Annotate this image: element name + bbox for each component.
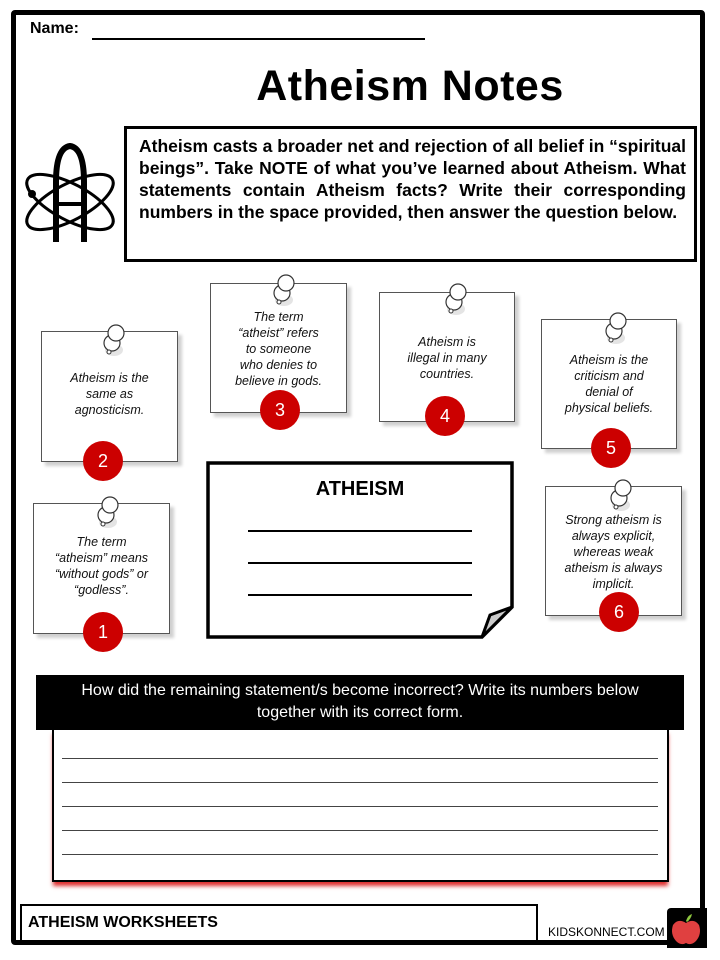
note-number-badge-6: 6 — [599, 592, 639, 632]
pushpin-icon — [268, 272, 298, 308]
footer-site: KIDSKONNECT.COM — [548, 925, 665, 939]
note-text-line: always explicit, — [571, 529, 656, 543]
pushpin-icon — [92, 494, 122, 530]
note-text-line: illegal in many — [407, 351, 487, 365]
note-text-line: “without gods” or — [54, 567, 149, 581]
question-line-2: together with its correct form. — [256, 704, 464, 721]
note-text-line: whereas weak — [573, 545, 654, 559]
note-number-badge-4: 4 — [425, 396, 465, 436]
pushpin-icon — [98, 322, 128, 358]
answer-line[interactable] — [248, 562, 472, 564]
question-banner — [36, 675, 684, 730]
question-line-1: How did the remaining statement/s become incorrect? Write its numbers below — [81, 682, 639, 699]
answer-card-title: ATHEISM — [315, 478, 405, 500]
answer-line[interactable] — [248, 594, 472, 596]
note-text-line: Atheism is the — [569, 353, 649, 367]
note-text-line: denial of — [585, 385, 633, 399]
pushpin-icon — [600, 310, 630, 346]
note-text-line: atheism is always — [564, 561, 663, 575]
note-text-line: criticism and — [574, 369, 644, 383]
answer-line[interactable] — [248, 530, 472, 532]
note-text-line: to someone — [245, 342, 312, 356]
pushpin-icon — [440, 281, 470, 317]
page-title: Atheism Notes — [256, 62, 564, 110]
note-number-badge-3: 3 — [260, 390, 300, 430]
atheism-atom-symbol-icon — [18, 142, 122, 246]
name-label: Name: — [30, 20, 79, 37]
footer-title: ATHEISM WORKSHEETS — [28, 914, 218, 931]
note-text-line: who denies to — [239, 358, 318, 372]
writing-line[interactable] — [62, 782, 658, 783]
writing-line[interactable] — [62, 830, 658, 831]
intro-instructions: Atheism casts a broader net and rejection of all belief in “spiritual beings”. Take NOTE of what you’ve learned about Atheism. What statements contain Atheism facts? Write their corresponding numbers in the space provided, then answer the question below. — [124, 126, 697, 262]
writing-line[interactable] — [62, 758, 658, 759]
note-text-line: Strong atheism is — [565, 513, 662, 527]
note-number-badge-5: 5 — [591, 428, 631, 468]
note-text-line: Atheism is the — [70, 371, 149, 385]
note-text-line: same as — [85, 387, 134, 401]
note-text-line: “atheist” refers — [238, 326, 319, 340]
note-text-line: believe in gods. — [235, 374, 322, 388]
apple-icon — [670, 912, 702, 946]
note-text-line: The term — [76, 535, 127, 549]
note-text-line: physical beliefs. — [564, 401, 654, 415]
note-text-line: The term — [253, 310, 304, 324]
note-number-badge-1: 1 — [83, 612, 123, 652]
note-text-line: “atheism” means — [54, 551, 149, 565]
pushpin-icon — [605, 477, 635, 513]
writing-line[interactable] — [62, 806, 658, 807]
note-text-line: Atheism is — [418, 335, 476, 349]
note-text-line: “godless”. — [74, 583, 129, 597]
note-text-line: agnosticism. — [74, 403, 145, 417]
answer-area — [52, 728, 669, 882]
note-number-badge-2: 2 — [83, 441, 123, 481]
note-text-line: implicit. — [592, 577, 635, 591]
writing-line[interactable] — [62, 854, 658, 855]
name-input-line[interactable] — [92, 38, 425, 40]
note-text-line: countries. — [419, 367, 475, 381]
